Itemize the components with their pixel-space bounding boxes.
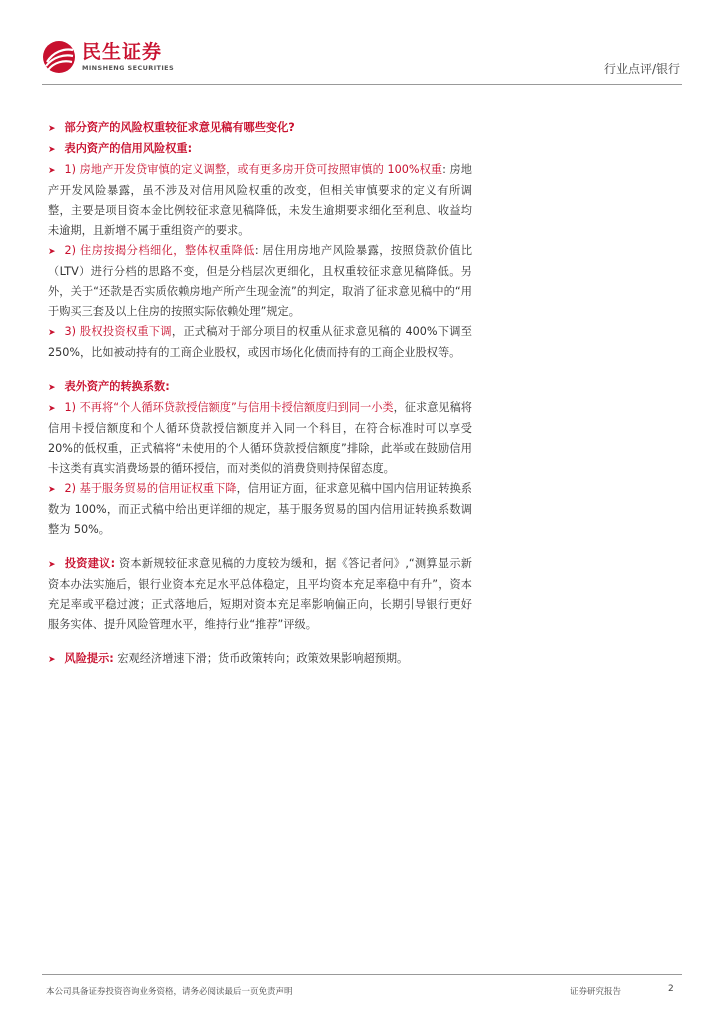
spacer [48, 540, 472, 554]
arrowhead-icon: ➤ [48, 404, 56, 414]
paragraph-revolving-credit: ➤ 1) 不再将“个人循环贷款授信额度”与信用卡授信额度归到同一小类，征求意见稿将信用卡授信额度和个人循环贷款授信额度并入同一个科目，在符合标准时可以享受 20%的低权重，正式稿将“未使用的个人循环贷款授信额度”排除，此举或在鼓励信用卡这类有真实消费场景的循环授信，而对类似的消费贷则持保留态度。 [48, 401, 472, 475]
logo-name-cn: 民生证券 [82, 40, 163, 63]
spacer [48, 363, 472, 377]
paragraph-investment-advice: ➤ 投资建议: 资本新规较征求意见稿的力度较为缓和，据《答记者问》,“测算显示新资本办法实施后，银行业资本充足水平总体稳定，且平均资本充足率稳中有升”，资本充足率或平稳过渡；正式落地后，短期对资本充足率影响偏正向，长期引导银行更好服务实体、提升风险管理水平，维持行业“推荐”评级。 [48, 557, 472, 631]
logo-name-en: MINSHENG SECURITIES [82, 63, 175, 72]
arrowhead-icon: ➤ [48, 145, 56, 155]
off-balance-heading: ➤ 表外资产的转换系数: [48, 377, 472, 398]
spacer [48, 635, 472, 649]
arrowhead-icon: ➤ [48, 328, 56, 338]
paragraph-letter-of-credit: ➤ 2) 基于服务贸易的信用证权重下降，信用证方面，征求意见稿中国内信用证转换系数为 100%，而正式稿中给出更详细的规定，基于服务贸易的国内信用证转换系数调整为 50%。 [48, 482, 472, 536]
paragraph-mortgage: ➤ 2) 住房按揭分档细化，整体权重降低: 居住用房地产风险暴露，按照贷款价值比（LTV）进行分档的思路不变，但是分档层次更细化，且权重较征求意见稿降低。另外，关于“还款是否实质依赖房地产所产生现金流”的判定，取消了征求意见稿中的“用于购买三套及以上住房的按照实际依赖处理”规定。 [48, 244, 473, 318]
company-logo [42, 40, 174, 74]
arrowhead-icon: ➤ [48, 166, 56, 176]
arrowhead-icon: ➤ [48, 247, 56, 257]
minsheng-logo-icon [42, 40, 76, 74]
arrowhead-icon: ➤ [48, 485, 56, 495]
footer-report-type: 证券研究报告 [570, 987, 622, 997]
paragraph-risk-warning: ➤ 风险提示: 宏观经济增速下滑；货币政策转向；政策效果影响超预期。 [48, 649, 472, 670]
footer-divider [42, 974, 682, 975]
arrowhead-icon: ➤ [48, 655, 56, 665]
arrowhead-icon: ➤ [48, 383, 56, 393]
paragraph-real-estate-dev: ➤ 1) 房地产开发贷审慎的定义调整，或有更多房开贷可按照审慎的 100%权重: 房地产开发风险暴露，虽不涉及对信用风险权重的改变，但相关审慎要求的定义有所调整，主要是项目资本金比例较征求意见稿降低，未发生逾期要求细化至利息、收益均未逾期，且新增不属于重组资产的要求。 [48, 163, 472, 237]
footer-disclaimer: 本公司具备证券投资咨询业务资格，请务必阅读最后一页免责声明 [46, 987, 293, 997]
question-heading: ➤ 部分资产的风险权重较征求意见稿有哪些变化? [48, 118, 472, 139]
paragraph-equity: ➤ 3) 股权投资权重下调，正式稿对于部分项目的权重从征求意见稿的 400%下调至 250%，比如被动持有的工商企业股权，或因市场化化债而持有的工商企业股权等。 [48, 325, 472, 359]
header-divider [42, 84, 682, 85]
report-category: 行业点评/银行 [603, 62, 680, 76]
page-number: 2 [668, 984, 674, 994]
arrowhead-icon: ➤ [48, 560, 56, 570]
on-balance-heading: ➤ 表内资产的信用风险权重: [48, 139, 472, 160]
arrowhead-icon: ➤ [48, 124, 56, 134]
report-body [48, 118, 472, 670]
